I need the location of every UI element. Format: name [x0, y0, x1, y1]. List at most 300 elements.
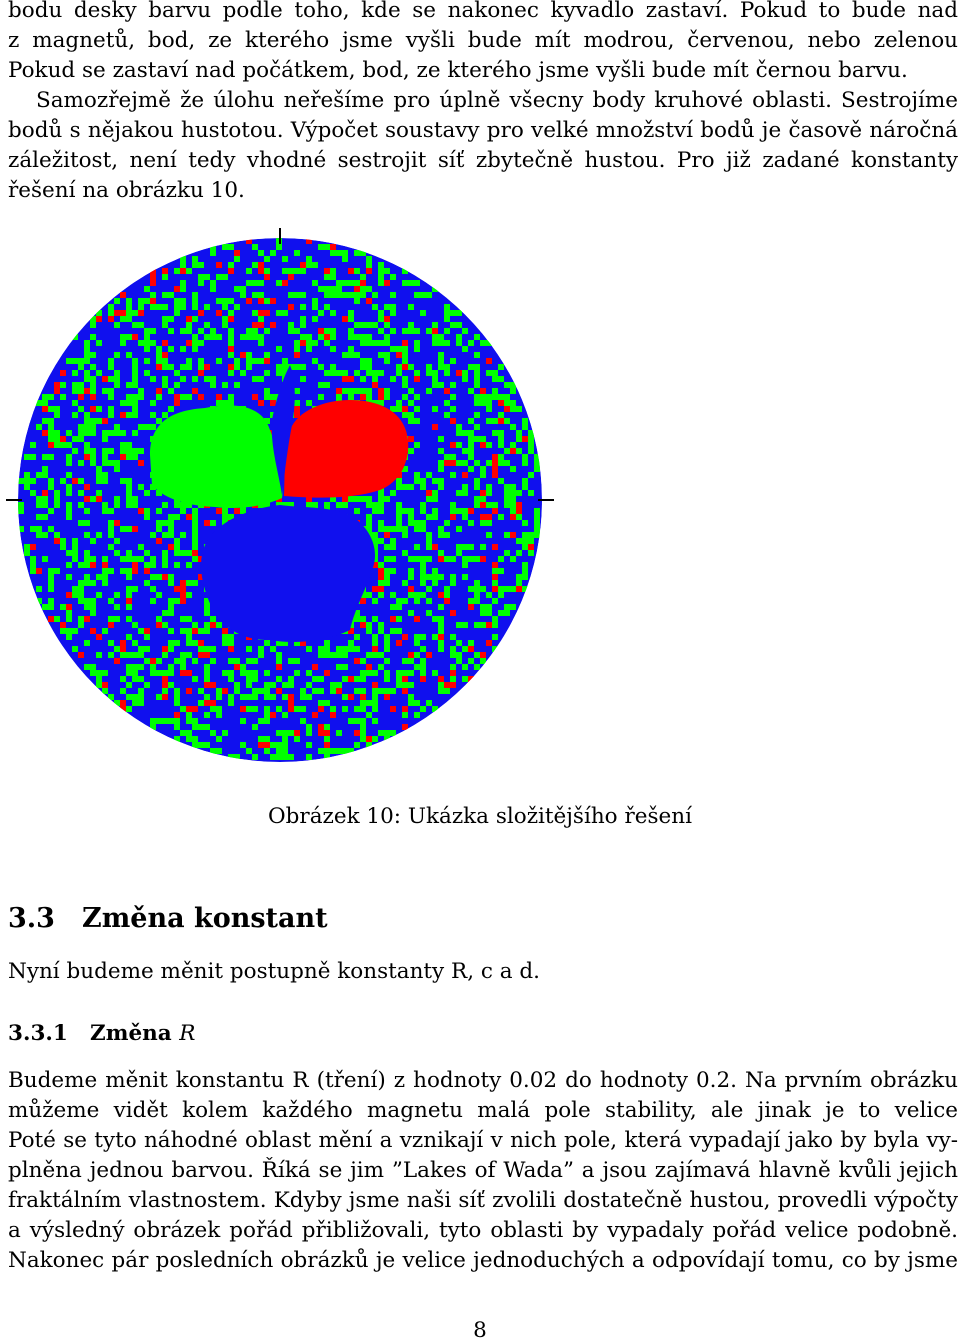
noise-pixel [192, 256, 198, 262]
noise-pixel [36, 526, 42, 532]
noise-pixel [360, 292, 366, 298]
noise-pixel [30, 556, 36, 562]
noise-pixel [114, 520, 120, 526]
noise-pixel [300, 268, 306, 274]
noise-pixel [78, 616, 84, 622]
noise-pixel [180, 628, 186, 634]
noise-pixel [420, 634, 426, 640]
noise-pixel [162, 316, 168, 322]
noise-pixel [216, 394, 222, 400]
noise-pixel [222, 640, 228, 646]
noise-pixel [126, 394, 132, 400]
noise-pixel [336, 646, 342, 652]
noise-pixel [492, 370, 498, 376]
noise-pixel [366, 322, 372, 328]
noise-pixel [288, 268, 294, 274]
noise-pixel [42, 466, 48, 472]
noise-pixel [78, 478, 84, 484]
noise-pixel [228, 370, 234, 376]
noise-pixel [90, 496, 96, 502]
noise-pixel [192, 658, 198, 664]
noise-pixel [318, 748, 324, 754]
noise-pixel [486, 418, 492, 424]
noise-pixel [84, 574, 90, 580]
noise-pixel [354, 688, 360, 694]
noise-pixel [126, 598, 132, 604]
noise-pixel [450, 358, 456, 364]
noise-pixel [192, 736, 198, 742]
noise-pixel [522, 574, 528, 580]
noise-pixel [102, 454, 108, 460]
noise-pixel [360, 388, 366, 394]
noise-pixel [306, 694, 312, 700]
noise-pixel [426, 586, 432, 592]
noise-pixel [390, 346, 396, 352]
noise-pixel [300, 718, 306, 724]
noise-pixel [246, 676, 252, 682]
noise-pixel [306, 256, 312, 262]
noise-pixel [132, 376, 138, 382]
noise-pixel [402, 352, 408, 358]
noise-pixel [468, 364, 474, 370]
noise-pixel [498, 556, 504, 562]
noise-pixel [438, 484, 444, 490]
noise-pixel [222, 382, 228, 388]
noise-pixel [162, 574, 168, 580]
noise-pixel [384, 688, 390, 694]
noise-pixel [114, 430, 120, 436]
noise-pixel [348, 328, 354, 334]
noise-pixel [132, 640, 138, 646]
noise-pixel [408, 484, 414, 490]
noise-pixel [372, 736, 378, 742]
noise-pixel [474, 352, 480, 358]
noise-pixel [282, 256, 288, 262]
noise-pixel [444, 388, 450, 394]
noise-pixel [288, 658, 294, 664]
noise-pixel [174, 562, 180, 568]
noise-pixel [444, 364, 450, 370]
noise-pixel [84, 454, 90, 460]
noise-pixel [66, 484, 72, 490]
noise-pixel [330, 268, 336, 274]
noise-pixel [366, 670, 372, 676]
noise-pixel [198, 628, 204, 634]
noise-pixel [204, 322, 210, 328]
noise-pixel [126, 334, 132, 340]
noise-pixel [96, 316, 102, 322]
noise-pixel [486, 406, 492, 412]
noise-pixel [126, 616, 132, 622]
noise-pixel [192, 742, 198, 748]
noise-pixel [522, 460, 528, 466]
noise-pixel [348, 640, 354, 646]
noise-pixel [192, 538, 198, 544]
noise-pixel [72, 388, 78, 394]
noise-pixel [456, 460, 462, 466]
noise-pixel [348, 352, 354, 358]
noise-pixel [396, 682, 402, 688]
noise-pixel [120, 310, 126, 316]
noise-pixel [156, 538, 162, 544]
noise-pixel [252, 658, 258, 664]
noise-pixel [408, 658, 414, 664]
noise-pixel [444, 682, 450, 688]
noise-pixel [402, 280, 408, 286]
noise-pixel [264, 694, 270, 700]
noise-pixel [336, 292, 342, 298]
noise-pixel [144, 508, 150, 514]
noise-pixel [372, 634, 378, 640]
text-line: můžeme vidět kolem každého magnetu malá pole stability, ale jinak je to velice [8, 1098, 958, 1123]
noise-pixel [504, 496, 510, 502]
noise-pixel [120, 478, 126, 484]
noise-pixel [270, 394, 276, 400]
noise-pixel [306, 670, 312, 676]
noise-pixel [252, 328, 258, 334]
noise-pixel [210, 700, 216, 706]
noise-pixel [378, 508, 384, 514]
noise-pixel [456, 442, 462, 448]
noise-pixel [528, 448, 534, 454]
noise-pixel [534, 460, 540, 466]
noise-pixel [162, 646, 168, 652]
noise-pixel [354, 250, 360, 256]
noise-pixel [42, 418, 48, 424]
noise-pixel [258, 652, 264, 658]
noise-pixel [144, 370, 150, 376]
noise-pixel [84, 532, 90, 538]
noise-pixel [102, 478, 108, 484]
noise-pixel [90, 364, 96, 370]
noise-pixel [510, 382, 516, 388]
noise-pixel [180, 592, 186, 598]
noise-pixel [30, 568, 36, 574]
noise-pixel [426, 700, 432, 706]
noise-pixel [174, 304, 180, 310]
noise-pixel [174, 298, 180, 304]
noise-pixel [534, 532, 540, 538]
noise-pixel [270, 298, 276, 304]
noise-pixel [90, 580, 96, 586]
noise-pixel [366, 622, 372, 628]
noise-pixel [180, 346, 186, 352]
noise-pixel [126, 592, 132, 598]
noise-pixel [54, 442, 60, 448]
noise-pixel [216, 310, 222, 316]
noise-pixel [462, 484, 468, 490]
noise-pixel [318, 364, 324, 370]
noise-pixel [258, 334, 264, 340]
noise-pixel [390, 616, 396, 622]
noise-pixel [198, 700, 204, 706]
noise-pixel [402, 682, 408, 688]
noise-pixel [330, 292, 336, 298]
noise-pixel [222, 670, 228, 676]
noise-pixel [252, 358, 258, 364]
noise-pixel [336, 682, 342, 688]
noise-pixel [210, 748, 216, 754]
noise-pixel [396, 670, 402, 676]
noise-pixel [396, 352, 402, 358]
text-line: Pokud se zastaví nad počátkem, bod, ze kterého jsme vyšli bude mít černou barvu. [8, 58, 908, 83]
noise-pixel [342, 664, 348, 670]
noise-pixel [420, 508, 426, 514]
noise-pixel [474, 652, 480, 658]
noise-pixel [534, 508, 540, 514]
noise-pixel [468, 418, 474, 424]
noise-pixel [174, 724, 180, 730]
noise-pixel [324, 274, 330, 280]
noise-pixel [420, 676, 426, 682]
noise-pixel [270, 694, 276, 700]
noise-pixel [114, 310, 120, 316]
noise-pixel [384, 352, 390, 358]
noise-pixel [222, 304, 228, 310]
noise-pixel [486, 592, 492, 598]
noise-pixel [456, 430, 462, 436]
noise-pixel [162, 670, 168, 676]
noise-pixel [420, 520, 426, 526]
noise-pixel [102, 472, 108, 478]
noise-pixel [84, 358, 90, 364]
noise-pixel [348, 334, 354, 340]
noise-pixel [306, 262, 312, 268]
noise-pixel [96, 670, 102, 676]
noise-pixel [84, 418, 90, 424]
noise-pixel [450, 610, 456, 616]
noise-pixel [420, 478, 426, 484]
noise-pixel [162, 412, 168, 418]
noise-pixel [468, 640, 474, 646]
noise-pixel [78, 622, 84, 628]
noise-pixel [126, 706, 132, 712]
noise-pixel [36, 400, 42, 406]
noise-pixel [216, 622, 222, 628]
noise-pixel [270, 250, 276, 256]
noise-pixel [42, 406, 48, 412]
noise-pixel [252, 244, 258, 250]
noise-pixel [138, 322, 144, 328]
noise-pixel [186, 628, 192, 634]
noise-pixel [372, 718, 378, 724]
noise-pixel [198, 280, 204, 286]
noise-pixel [438, 616, 444, 622]
noise-pixel [324, 244, 330, 250]
noise-pixel [444, 454, 450, 460]
noise-pixel [48, 508, 54, 514]
noise-pixel [222, 688, 228, 694]
noise-pixel [264, 388, 270, 394]
noise-pixel [276, 364, 282, 370]
noise-pixel [486, 394, 492, 400]
noise-pixel [144, 628, 150, 634]
noise-pixel [270, 754, 276, 760]
noise-pixel [180, 364, 186, 370]
noise-pixel [156, 526, 162, 532]
noise-pixel [138, 304, 144, 310]
noise-pixel [180, 550, 186, 556]
noise-pixel [120, 430, 126, 436]
noise-pixel [378, 574, 384, 580]
noise-pixel [120, 646, 126, 652]
noise-pixel [450, 664, 456, 670]
noise-pixel [432, 334, 438, 340]
noise-pixel [84, 388, 90, 394]
noise-pixel [336, 250, 342, 256]
noise-pixel [102, 460, 108, 466]
noise-pixel [102, 670, 108, 676]
noise-pixel [114, 700, 120, 706]
noise-pixel [114, 604, 120, 610]
noise-pixel [450, 646, 456, 652]
noise-pixel [168, 664, 174, 670]
noise-pixel [492, 598, 498, 604]
noise-pixel [426, 544, 432, 550]
noise-pixel [396, 346, 402, 352]
noise-pixel [270, 712, 276, 718]
noise-pixel [90, 448, 96, 454]
noise-pixel [528, 442, 534, 448]
noise-pixel [504, 406, 510, 412]
noise-pixel [480, 388, 486, 394]
noise-pixel [186, 514, 192, 520]
noise-pixel [414, 376, 420, 382]
noise-pixel [324, 292, 330, 298]
noise-pixel [174, 640, 180, 646]
noise-pixel [162, 274, 168, 280]
noise-pixel [414, 592, 420, 598]
noise-pixel [60, 604, 66, 610]
noise-pixel [168, 346, 174, 352]
noise-pixel [120, 454, 126, 460]
noise-pixel [84, 340, 90, 346]
noise-pixel [492, 586, 498, 592]
noise-pixel [444, 412, 450, 418]
noise-pixel [192, 340, 198, 346]
noise-pixel [390, 730, 396, 736]
noise-pixel [216, 274, 222, 280]
noise-pixel [78, 562, 84, 568]
noise-pixel [126, 586, 132, 592]
noise-pixel [138, 460, 144, 466]
noise-pixel [366, 298, 372, 304]
noise-pixel [462, 544, 468, 550]
noise-pixel [102, 562, 108, 568]
noise-pixel [456, 322, 462, 328]
noise-pixel [378, 352, 384, 358]
noise-pixel [108, 526, 114, 532]
noise-pixel [126, 478, 132, 484]
noise-pixel [114, 466, 120, 472]
noise-pixel [384, 730, 390, 736]
noise-pixel [162, 364, 168, 370]
noise-pixel [216, 298, 222, 304]
noise-pixel [162, 304, 168, 310]
noise-pixel [168, 526, 174, 532]
noise-pixel [102, 688, 108, 694]
noise-pixel [186, 730, 192, 736]
noise-pixel [354, 658, 360, 664]
noise-pixel [330, 274, 336, 280]
noise-pixel [192, 622, 198, 628]
noise-pixel [498, 442, 504, 448]
noise-pixel [336, 748, 342, 754]
noise-pixel [384, 316, 390, 322]
noise-pixel [498, 418, 504, 424]
noise-pixel [378, 268, 384, 274]
noise-pixel [366, 370, 372, 376]
noise-pixel [162, 652, 168, 658]
noise-pixel [528, 532, 534, 538]
noise-pixel [36, 496, 42, 502]
noise-pixel [390, 706, 396, 712]
noise-pixel [138, 298, 144, 304]
noise-pixel [192, 580, 198, 586]
noise-pixel [162, 376, 168, 382]
noise-pixel [90, 322, 96, 328]
noise-pixel [90, 460, 96, 466]
noise-pixel [150, 562, 156, 568]
noise-pixel [402, 712, 408, 718]
noise-pixel [516, 490, 522, 496]
noise-pixel [396, 370, 402, 376]
noise-pixel [264, 274, 270, 280]
noise-pixel [204, 520, 210, 526]
noise-pixel [378, 496, 384, 502]
noise-pixel [474, 478, 480, 484]
noise-pixel [420, 310, 426, 316]
noise-pixel [78, 424, 84, 430]
noise-pixel [90, 670, 96, 676]
noise-pixel [138, 664, 144, 670]
noise-pixel [402, 364, 408, 370]
noise-pixel [126, 550, 132, 556]
noise-pixel [132, 652, 138, 658]
noise-pixel [510, 484, 516, 490]
noise-pixel [234, 358, 240, 364]
noise-pixel [36, 502, 42, 508]
noise-pixel [396, 640, 402, 646]
noise-pixel [414, 328, 420, 334]
noise-pixel [306, 346, 312, 352]
noise-pixel [120, 400, 126, 406]
noise-pixel [126, 304, 132, 310]
noise-pixel [444, 370, 450, 376]
noise-pixel [192, 724, 198, 730]
noise-pixel [366, 742, 372, 748]
noise-pixel [324, 334, 330, 340]
noise-pixel [120, 334, 126, 340]
noise-pixel [360, 250, 366, 256]
noise-pixel [60, 622, 66, 628]
noise-pixel [516, 580, 522, 586]
noise-pixel [252, 322, 258, 328]
noise-pixel [504, 550, 510, 556]
noise-pixel [516, 436, 522, 442]
noise-pixel [108, 616, 114, 622]
noise-pixel [108, 364, 114, 370]
noise-pixel [432, 616, 438, 622]
noise-pixel [468, 448, 474, 454]
noise-pixel [366, 394, 372, 400]
noise-pixel [516, 406, 522, 412]
noise-pixel [180, 580, 186, 586]
noise-pixel [414, 394, 420, 400]
noise-pixel [480, 658, 486, 664]
noise-pixel [330, 706, 336, 712]
noise-pixel [54, 388, 60, 394]
